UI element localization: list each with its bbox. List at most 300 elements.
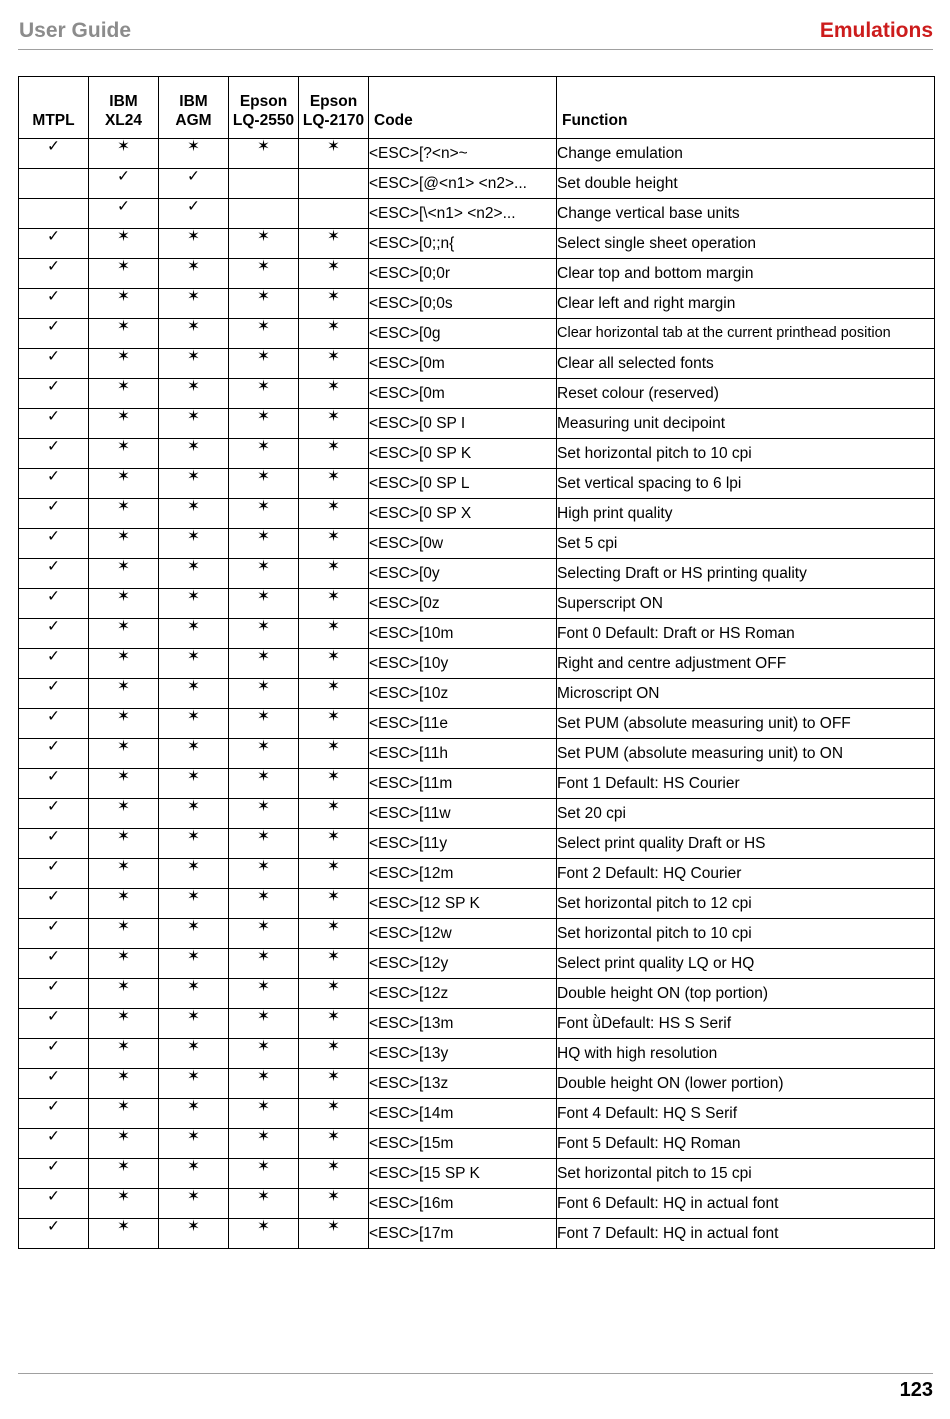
code-cell: <ESC>[0g: [369, 319, 557, 349]
asterisk-icon: ✶: [89, 829, 159, 859]
asterisk-icon: ✶: [229, 529, 299, 559]
asterisk-icon: ✶: [299, 619, 369, 649]
code-cell: <ESC>[0z: [369, 589, 557, 619]
column-header: [369, 77, 557, 139]
asterisk-icon: ✶: [89, 1129, 159, 1159]
code-cell: <ESC>[0m: [369, 379, 557, 409]
asterisk-icon: ✶: [299, 769, 369, 799]
asterisk-icon: ✶: [89, 1069, 159, 1099]
asterisk-icon: ✶: [89, 1219, 159, 1249]
asterisk-icon: ✶: [299, 529, 369, 559]
asterisk-icon: ✶: [229, 949, 299, 979]
code-cell: <ESC>[15m: [369, 1129, 557, 1159]
asterisk-icon: ✶: [89, 739, 159, 769]
asterisk-icon: ✶: [89, 649, 159, 679]
asterisk-icon: ✶: [229, 619, 299, 649]
asterisk-icon: ✶: [299, 499, 369, 529]
table-row: [19, 169, 935, 199]
asterisk-icon: ✶: [299, 1189, 369, 1219]
code-cell: <ESC>[0;0s: [369, 289, 557, 319]
column-header-label: LQ-2550: [232, 112, 295, 129]
table-row: [19, 469, 935, 499]
asterisk-icon: ✶: [229, 1159, 299, 1189]
asterisk-icon: ✶: [159, 769, 229, 799]
table-row: [19, 229, 935, 259]
empty-cell: [229, 199, 299, 229]
code-cell: <ESC>[0 SP I: [369, 409, 557, 439]
asterisk-icon: ✶: [159, 829, 229, 859]
asterisk-icon: ✶: [299, 1039, 369, 1069]
asterisk-icon: ✶: [159, 649, 229, 679]
function-cell: Selecting Draft or HS printing quality: [557, 559, 935, 589]
page-number: 123: [899, 1379, 933, 1401]
asterisk-icon: ✶: [89, 799, 159, 829]
code-cell: <ESC>[13y: [369, 1039, 557, 1069]
asterisk-icon: ✶: [159, 499, 229, 529]
asterisk-icon: ✶: [299, 949, 369, 979]
function-cell: Font 7 Default: HQ in actual font: [557, 1219, 935, 1249]
asterisk-icon: ✶: [159, 739, 229, 769]
checkmark-icon: ✓: [19, 589, 89, 619]
checkmark-icon: ✓: [19, 289, 89, 319]
asterisk-icon: ✶: [299, 229, 369, 259]
checkmark-icon: ✓: [19, 1129, 89, 1159]
asterisk-icon: ✶: [299, 1129, 369, 1159]
asterisk-icon: ✶: [299, 859, 369, 889]
code-cell: <ESC>[10z: [369, 679, 557, 709]
asterisk-icon: ✶: [229, 889, 299, 919]
function-cell: Set 5 cpi: [557, 529, 935, 559]
table-row: [19, 349, 935, 379]
asterisk-icon: ✶: [299, 1069, 369, 1099]
column-header: [19, 77, 89, 139]
function-cell: Change emulation: [557, 139, 935, 169]
asterisk-icon: ✶: [89, 949, 159, 979]
table-row: [19, 499, 935, 529]
asterisk-icon: ✶: [299, 409, 369, 439]
function-cell: Set vertical spacing to 6 lpi: [557, 469, 935, 499]
asterisk-icon: ✶: [89, 469, 159, 499]
asterisk-icon: ✶: [89, 889, 159, 919]
function-cell: Measuring unit decipoint: [557, 409, 935, 439]
asterisk-icon: ✶: [229, 139, 299, 169]
header-divider: [18, 49, 933, 50]
function-cell: Superscript ON: [557, 589, 935, 619]
code-cell: <ESC>[12w: [369, 919, 557, 949]
code-cell: <ESC>[12m: [369, 859, 557, 889]
function-cell: Select print quality LQ or HQ: [557, 949, 935, 979]
asterisk-icon: ✶: [89, 709, 159, 739]
asterisk-icon: ✶: [299, 439, 369, 469]
checkmark-icon: ✓: [89, 169, 159, 199]
asterisk-icon: ✶: [229, 259, 299, 289]
checkmark-icon: ✓: [19, 439, 89, 469]
function-cell: Set PUM (absolute measuring unit) to ON: [557, 739, 935, 769]
asterisk-icon: ✶: [229, 349, 299, 379]
asterisk-icon: ✶: [229, 499, 299, 529]
checkmark-icon: ✓: [19, 799, 89, 829]
code-cell: <ESC>[0;0r: [369, 259, 557, 289]
table-row: [19, 649, 935, 679]
empty-cell: [299, 169, 369, 199]
column-header-label: Epson: [309, 93, 358, 110]
asterisk-icon: ✶: [89, 559, 159, 589]
asterisk-icon: ✶: [89, 769, 159, 799]
asterisk-icon: ✶: [89, 1009, 159, 1039]
asterisk-icon: ✶: [229, 769, 299, 799]
column-header: [557, 77, 935, 139]
code-cell: <ESC>[15 SP K: [369, 1159, 557, 1189]
asterisk-icon: ✶: [159, 529, 229, 559]
code-cell: <ESC>[0m: [369, 349, 557, 379]
checkmark-icon: ✓: [19, 559, 89, 589]
function-cell: Set horizontal pitch to 10 cpi: [557, 919, 935, 949]
asterisk-icon: ✶: [299, 589, 369, 619]
checkmark-icon: ✓: [19, 139, 89, 169]
checkmark-icon: ✓: [19, 529, 89, 559]
asterisk-icon: ✶: [159, 259, 229, 289]
table-row: [19, 1009, 935, 1039]
column-header: [229, 77, 299, 139]
function-cell: Clear horizontal tab at the current printhead position: [557, 319, 935, 349]
checkmark-icon: ✓: [19, 499, 89, 529]
asterisk-icon: ✶: [89, 1189, 159, 1219]
code-cell: <ESC>[14m: [369, 1099, 557, 1129]
table-row: [19, 559, 935, 589]
checkmark-icon: ✓: [19, 1219, 89, 1249]
asterisk-icon: ✶: [89, 259, 159, 289]
asterisk-icon: ✶: [229, 1099, 299, 1129]
checkmark-icon: ✓: [19, 889, 89, 919]
code-cell: <ESC>[13z: [369, 1069, 557, 1099]
asterisk-icon: ✶: [159, 229, 229, 259]
asterisk-icon: ✶: [229, 649, 299, 679]
code-cell: <ESC>[12y: [369, 949, 557, 979]
asterisk-icon: ✶: [159, 349, 229, 379]
asterisk-icon: ✶: [299, 1009, 369, 1039]
column-header-label: IBM: [109, 93, 138, 110]
function-cell: Set horizontal pitch to 12 cpi: [557, 889, 935, 919]
function-cell: Font 5 Default: HQ Roman: [557, 1129, 935, 1159]
column-header: [89, 77, 159, 139]
asterisk-icon: ✶: [299, 559, 369, 589]
asterisk-icon: ✶: [229, 229, 299, 259]
function-cell: Change vertical base units: [557, 199, 935, 229]
checkmark-icon: ✓: [19, 859, 89, 889]
checkmark-icon: ✓: [19, 409, 89, 439]
asterisk-icon: ✶: [229, 1039, 299, 1069]
column-header-label: Epson: [239, 93, 288, 110]
checkmark-icon: ✓: [19, 319, 89, 349]
asterisk-icon: ✶: [159, 1039, 229, 1069]
checkmark-icon: ✓: [19, 469, 89, 499]
asterisk-icon: ✶: [89, 319, 159, 349]
checkmark-icon: ✓: [19, 1069, 89, 1099]
asterisk-icon: ✶: [159, 319, 229, 349]
asterisk-icon: ✶: [229, 859, 299, 889]
asterisk-icon: ✶: [89, 229, 159, 259]
asterisk-icon: ✶: [229, 409, 299, 439]
asterisk-icon: ✶: [159, 139, 229, 169]
asterisk-icon: ✶: [229, 589, 299, 619]
function-cell: Set horizontal pitch to 10 cpi: [557, 439, 935, 469]
asterisk-icon: ✶: [89, 919, 159, 949]
function-cell: Double height ON (lower portion): [557, 1069, 935, 1099]
asterisk-icon: ✶: [229, 799, 299, 829]
asterisk-icon: ✶: [229, 1009, 299, 1039]
checkmark-icon: ✓: [159, 199, 229, 229]
checkmark-icon: ✓: [19, 1159, 89, 1189]
table-row: [19, 289, 935, 319]
asterisk-icon: ✶: [229, 289, 299, 319]
code-cell: <ESC>[0 SP X: [369, 499, 557, 529]
asterisk-icon: ✶: [299, 1159, 369, 1189]
asterisk-icon: ✶: [229, 739, 299, 769]
asterisk-icon: ✶: [229, 1129, 299, 1159]
code-cell: <ESC>[17m: [369, 1219, 557, 1249]
function-cell: Double height ON (top portion): [557, 979, 935, 1009]
table-row: [19, 1069, 935, 1099]
asterisk-icon: ✶: [89, 379, 159, 409]
table-row: [19, 1129, 935, 1159]
function-cell: Clear top and bottom margin: [557, 259, 935, 289]
asterisk-icon: ✶: [299, 139, 369, 169]
asterisk-icon: ✶: [159, 1159, 229, 1189]
table-row: [19, 439, 935, 469]
checkmark-icon: ✓: [19, 649, 89, 679]
code-cell: <ESC>[16m: [369, 1189, 557, 1219]
asterisk-icon: ✶: [89, 439, 159, 469]
asterisk-icon: ✶: [159, 1009, 229, 1039]
function-cell: Font 6 Default: HQ in actual font: [557, 1189, 935, 1219]
asterisk-icon: ✶: [299, 889, 369, 919]
asterisk-icon: ✶: [159, 889, 229, 919]
code-cell: <ESC>[11e: [369, 709, 557, 739]
checkmark-icon: ✓: [19, 229, 89, 259]
column-header-label: LQ-2170: [302, 112, 365, 129]
checkmark-icon: ✓: [19, 739, 89, 769]
asterisk-icon: ✶: [89, 1099, 159, 1129]
table-row: [19, 409, 935, 439]
asterisk-icon: ✶: [229, 679, 299, 709]
asterisk-icon: ✶: [159, 679, 229, 709]
function-cell: Set 20 cpi: [557, 799, 935, 829]
asterisk-icon: ✶: [159, 979, 229, 1009]
function-cell: Clear left and right margin: [557, 289, 935, 319]
asterisk-icon: ✶: [229, 439, 299, 469]
asterisk-icon: ✶: [89, 289, 159, 319]
asterisk-icon: ✶: [89, 529, 159, 559]
table-row: [19, 1219, 935, 1249]
column-header-label: AGM: [175, 112, 212, 129]
code-cell: <ESC>[0 SP L: [369, 469, 557, 499]
column-header-label: IBM: [179, 93, 208, 110]
column-header: [159, 77, 229, 139]
asterisk-icon: ✶: [159, 1099, 229, 1129]
asterisk-icon: ✶: [159, 949, 229, 979]
asterisk-icon: ✶: [159, 589, 229, 619]
asterisk-icon: ✶: [89, 1159, 159, 1189]
checkmark-icon: ✓: [159, 169, 229, 199]
asterisk-icon: ✶: [229, 559, 299, 589]
table-row: [19, 889, 935, 919]
checkmark-icon: ✓: [19, 1099, 89, 1129]
function-cell: Select single sheet operation: [557, 229, 935, 259]
code-cell: <ESC>[?<n>~: [369, 139, 557, 169]
empty-cell: [229, 169, 299, 199]
table-row: [19, 1099, 935, 1129]
code-cell: <ESC>[10m: [369, 619, 557, 649]
code-cell: <ESC>[12 SP K: [369, 889, 557, 919]
section-title: Emulations: [819, 19, 933, 42]
function-cell: Microscript ON: [557, 679, 935, 709]
asterisk-icon: ✶: [159, 919, 229, 949]
function-cell: Select print quality Draft or HS: [557, 829, 935, 859]
checkmark-icon: ✓: [19, 919, 89, 949]
function-cell: High print quality: [557, 499, 935, 529]
empty-cell: [299, 199, 369, 229]
asterisk-icon: ✶: [229, 1219, 299, 1249]
checkmark-icon: ✓: [19, 1009, 89, 1039]
empty-cell: [19, 199, 89, 229]
asterisk-icon: ✶: [89, 349, 159, 379]
table-row: [19, 199, 935, 229]
asterisk-icon: ✶: [159, 859, 229, 889]
asterisk-icon: ✶: [299, 979, 369, 1009]
table-row: [19, 319, 935, 349]
function-cell: Font 0 Default: Draft or HS Roman: [557, 619, 935, 649]
asterisk-icon: ✶: [229, 1189, 299, 1219]
asterisk-icon: ✶: [159, 1069, 229, 1099]
code-cell: <ESC>[11h: [369, 739, 557, 769]
code-cell: <ESC>[13m: [369, 1009, 557, 1039]
checkmark-icon: ✓: [19, 1039, 89, 1069]
asterisk-icon: ✶: [159, 1189, 229, 1219]
code-cell: <ESC>[10y: [369, 649, 557, 679]
function-cell: Clear all selected fonts: [557, 349, 935, 379]
checkmark-icon: ✓: [89, 199, 159, 229]
table-row: [19, 379, 935, 409]
function-cell: Font ǜDefault: HS S Serif: [557, 1009, 935, 1039]
checkmark-icon: ✓: [19, 769, 89, 799]
function-cell: Font 4 Default: HQ S Serif: [557, 1099, 935, 1129]
empty-cell: [19, 169, 89, 199]
asterisk-icon: ✶: [159, 559, 229, 589]
table-row: [19, 679, 935, 709]
footer-divider: [18, 1373, 933, 1374]
function-cell: HQ with high resolution: [557, 1039, 935, 1069]
function-cell: Font 1 Default: HS Courier: [557, 769, 935, 799]
guide-title: User Guide: [19, 19, 132, 42]
asterisk-icon: ✶: [159, 799, 229, 829]
asterisk-icon: ✶: [89, 859, 159, 889]
function-cell: Right and centre adjustment OFF: [557, 649, 935, 679]
checkmark-icon: ✓: [19, 949, 89, 979]
function-cell: Set PUM (absolute measuring unit) to OFF: [557, 709, 935, 739]
asterisk-icon: ✶: [89, 1039, 159, 1069]
asterisk-icon: ✶: [299, 709, 369, 739]
asterisk-icon: ✶: [299, 289, 369, 319]
checkmark-icon: ✓: [19, 679, 89, 709]
code-cell: <ESC>[11w: [369, 799, 557, 829]
asterisk-icon: ✶: [229, 1069, 299, 1099]
asterisk-icon: ✶: [159, 469, 229, 499]
column-header-label: XL24: [104, 112, 143, 129]
asterisk-icon: ✶: [299, 679, 369, 709]
checkmark-icon: ✓: [19, 829, 89, 859]
table-row: [19, 529, 935, 559]
function-cell: Set double height: [557, 169, 935, 199]
table-row: [19, 829, 935, 859]
table-row: [19, 769, 935, 799]
asterisk-icon: ✶: [159, 409, 229, 439]
checkmark-icon: ✓: [19, 349, 89, 379]
table-header-row: [19, 77, 935, 139]
asterisk-icon: ✶: [159, 439, 229, 469]
code-cell: <ESC>[0y: [369, 559, 557, 589]
asterisk-icon: ✶: [299, 799, 369, 829]
table-row: [19, 949, 935, 979]
asterisk-icon: ✶: [89, 619, 159, 649]
table-row: [19, 619, 935, 649]
table-row: [19, 1159, 935, 1189]
checkmark-icon: ✓: [19, 259, 89, 289]
checkmark-icon: ✓: [19, 1189, 89, 1219]
table-body: [19, 139, 935, 1249]
asterisk-icon: ✶: [299, 649, 369, 679]
code-cell: <ESC>[@<n1> <n2>...: [369, 169, 557, 199]
table-row: [19, 859, 935, 889]
asterisk-icon: ✶: [159, 289, 229, 319]
asterisk-icon: ✶: [299, 919, 369, 949]
asterisk-icon: ✶: [89, 499, 159, 529]
table-row: [19, 1039, 935, 1069]
function-cell: Font 2 Default: HQ Courier: [557, 859, 935, 889]
asterisk-icon: ✶: [299, 1099, 369, 1129]
table-row: [19, 919, 935, 949]
asterisk-icon: ✶: [159, 619, 229, 649]
code-cell: <ESC>[11m: [369, 769, 557, 799]
asterisk-icon: ✶: [299, 829, 369, 859]
asterisk-icon: ✶: [89, 589, 159, 619]
emulation-table: [18, 76, 935, 1249]
asterisk-icon: ✶: [299, 1219, 369, 1249]
table-row: [19, 799, 935, 829]
table-row: [19, 979, 935, 1009]
code-cell: <ESC>[11y: [369, 829, 557, 859]
table-row: [19, 139, 935, 169]
table-row: [19, 709, 935, 739]
code-cell: <ESC>[\<n1> <n2>...: [369, 199, 557, 229]
asterisk-icon: ✶: [229, 469, 299, 499]
table-row: [19, 739, 935, 769]
asterisk-icon: ✶: [229, 829, 299, 859]
table-row: [19, 259, 935, 289]
asterisk-icon: ✶: [89, 409, 159, 439]
function-cell: Set horizontal pitch to 15 cpi: [557, 1159, 935, 1189]
asterisk-icon: ✶: [299, 469, 369, 499]
asterisk-icon: ✶: [299, 319, 369, 349]
column-header-label: Code: [374, 112, 413, 129]
code-cell: <ESC>[12z: [369, 979, 557, 1009]
asterisk-icon: ✶: [89, 139, 159, 169]
asterisk-icon: ✶: [159, 1129, 229, 1159]
code-cell: <ESC>[0w: [369, 529, 557, 559]
asterisk-icon: ✶: [229, 979, 299, 1009]
asterisk-icon: ✶: [299, 379, 369, 409]
column-header: [299, 77, 369, 139]
asterisk-icon: ✶: [299, 349, 369, 379]
